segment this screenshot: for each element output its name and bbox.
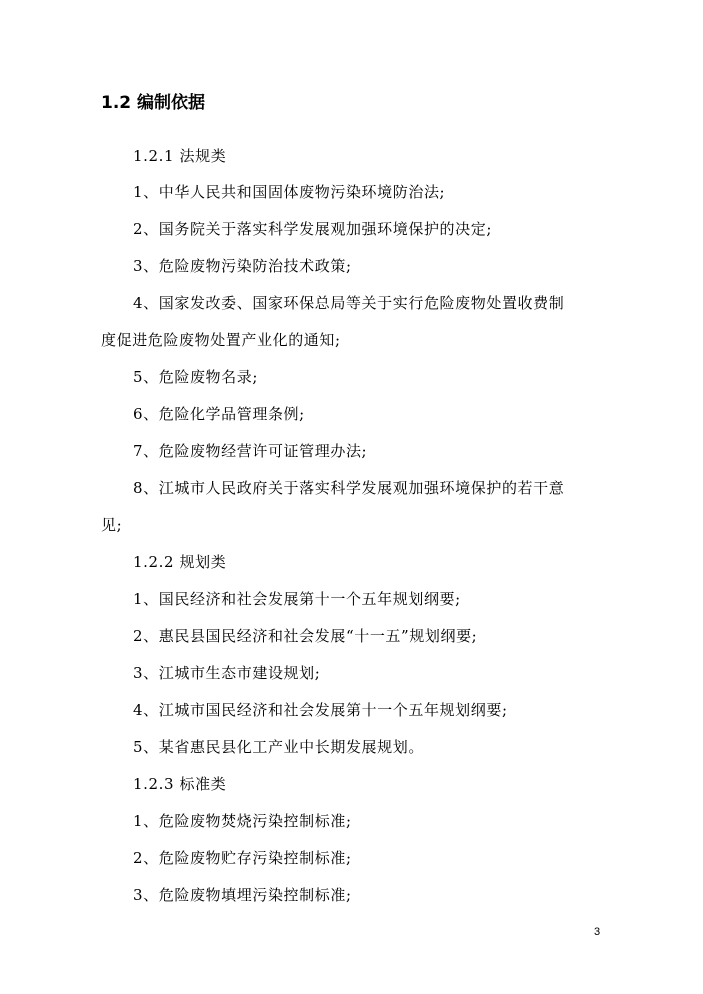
regulation-item-3: 3、危险废物污染防治技术政策;	[133, 257, 352, 275]
page-number: 3	[594, 926, 601, 938]
regulation-item-4: 4、国家发改委、国家环保总局等关于实行危险废物处置收费制	[133, 294, 565, 312]
regulation-item-8: 8、江城市人民政府关于落实科学发展观加强环境保护的若干意	[133, 479, 565, 497]
planning-item-5: 5、某省惠民县化工产业中长期发展规划。	[133, 738, 424, 756]
regulation-item-5: 5、危险废物名录;	[133, 368, 258, 386]
planning-item-2: 2、惠民县国民经济和社会发展“十一五”规划纲要;	[133, 627, 478, 645]
planning-item-1: 1、国民经济和社会发展第十一个五年规划纲要;	[133, 590, 461, 608]
regulation-item-8-continued: 见;	[101, 516, 123, 534]
planning-item-4: 4、江城市国民经济和社会发展第十一个五年规划纲要;	[133, 701, 508, 719]
standard-item-3: 3、危险废物填埋污染控制标准;	[133, 886, 352, 904]
subsection-title-regulations: 1.2.1 法规类	[133, 147, 227, 165]
subsection-title-standards: 1.2.3 标准类	[133, 775, 227, 793]
regulation-item-2: 2、国务院关于落实科学发展观加强环境保护的决定;	[133, 220, 492, 238]
section-heading: 1.2 编制依据	[101, 93, 206, 113]
regulation-item-1: 1、中华人民共和国固体废物污染环境防治法;	[133, 183, 446, 201]
subsection-title-planning: 1.2.2 规划类	[133, 553, 227, 571]
regulation-item-4-continued: 度促进危险废物处置产业化的通知;	[101, 331, 341, 349]
regulation-item-6: 6、危险化学品管理条例;	[133, 405, 305, 423]
planning-item-3: 3、江城市生态市建设规划;	[133, 664, 321, 682]
standard-item-2: 2、危险废物贮存污染控制标准;	[133, 849, 352, 867]
standard-item-1: 1、危险废物焚烧污染控制标准;	[133, 812, 352, 830]
regulation-item-7: 7、危险废物经营许可证管理办法;	[133, 442, 368, 460]
